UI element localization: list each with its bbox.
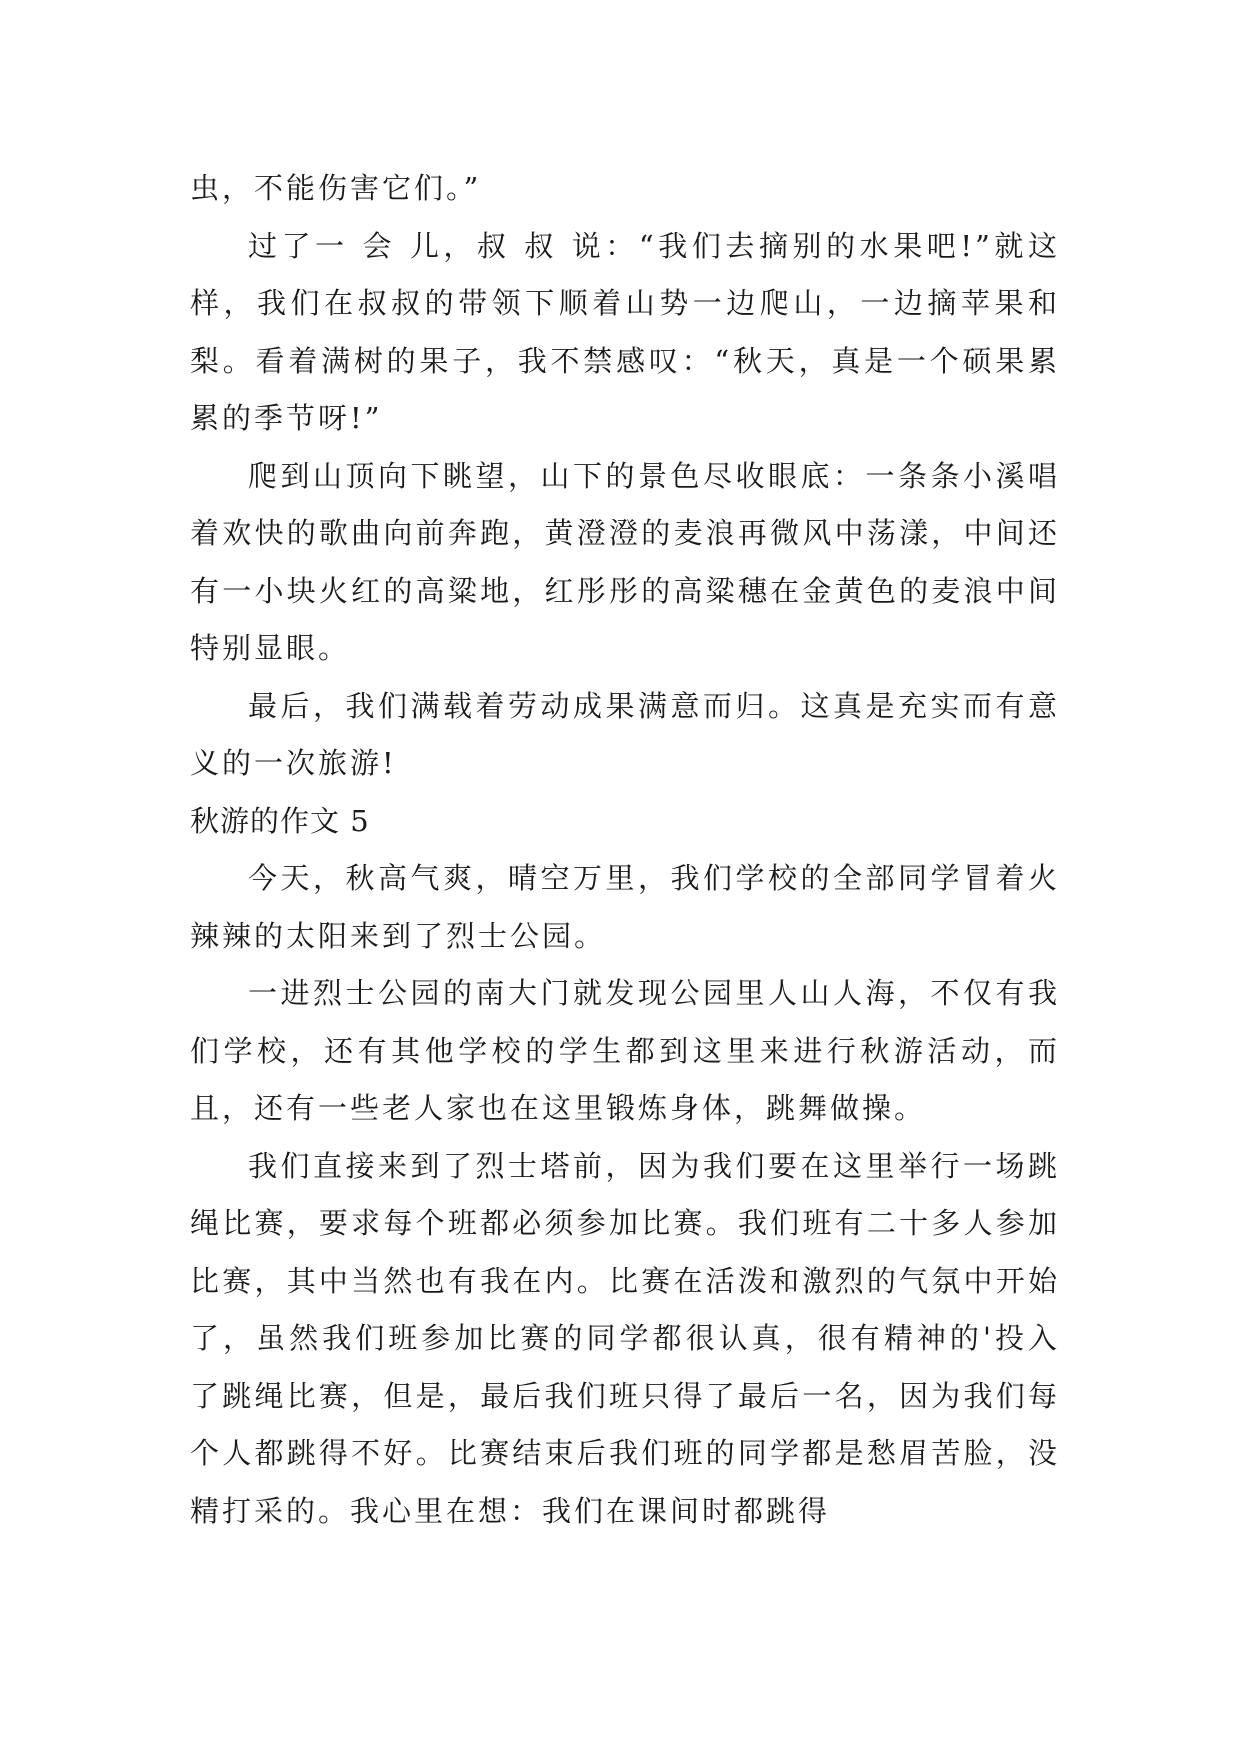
paragraph: 今天，秋高气爽，晴空万里，我们学校的全部同学冒着火辣辣的太阳来到了烈士公园。 — [190, 861, 1060, 953]
paragraph: 一进烈士公园的南大门就发现公园里人山人海，不仅有我们学校，还有其他学校的学生都到这里来进行秋游活动，而且，还有一些老人家也在这里锻炼身体，跳舞做操。 — [190, 976, 1060, 1125]
section-heading: 秋游的作文 5 — [190, 803, 370, 838]
paragraph: 过了一 会 儿，叔 叔 说：“我们去摘别的水果吧!”就这样，我们在叔叔的带领下顺着山势一边爬山，一边摘苹果和梨。看着满树的果子，我不禁感叹：“秋天，真是一个硕果累累的季节呀!” — [190, 228, 1060, 435]
paragraph: 我们直接来到了烈士塔前，因为我们要在这里举行一场跳绳比赛，要求每个班都必须参加比赛。我们班有二十多人参加比赛，其中当然也有我在内。比赛在活泼和激烈的气氛中开始了，虽然我们班参加比赛的同学都很认真，很有精神的'投入了跳绳比赛，但是，最后我们班只得了最后一名，因为我们每个人都跳得不好。比赛结束后我们班的同学都是愁眉苦脸，没精打采的。我心里在想：我们在课间时都跳得 — [190, 1148, 1060, 1528]
document-body — [190, 160, 1060, 1540]
paragraph: 虫，不能伤害它们。” — [190, 171, 482, 205]
paragraph: 最后，我们满载着劳动成果满意而归。这真是充实而有意义的一次旅游! — [190, 688, 1060, 780]
paragraph: 爬到山顶向下眺望，山下的景色尽收眼底：一条条小溪唱着欢快的歌曲向前奔跑，黄澄澄的麦浪再微风中荡漾，中间还有一小块火红的高粱地，红彤彤的高粱穗在金黄色的麦浪中间特别显眼。 — [190, 458, 1060, 665]
